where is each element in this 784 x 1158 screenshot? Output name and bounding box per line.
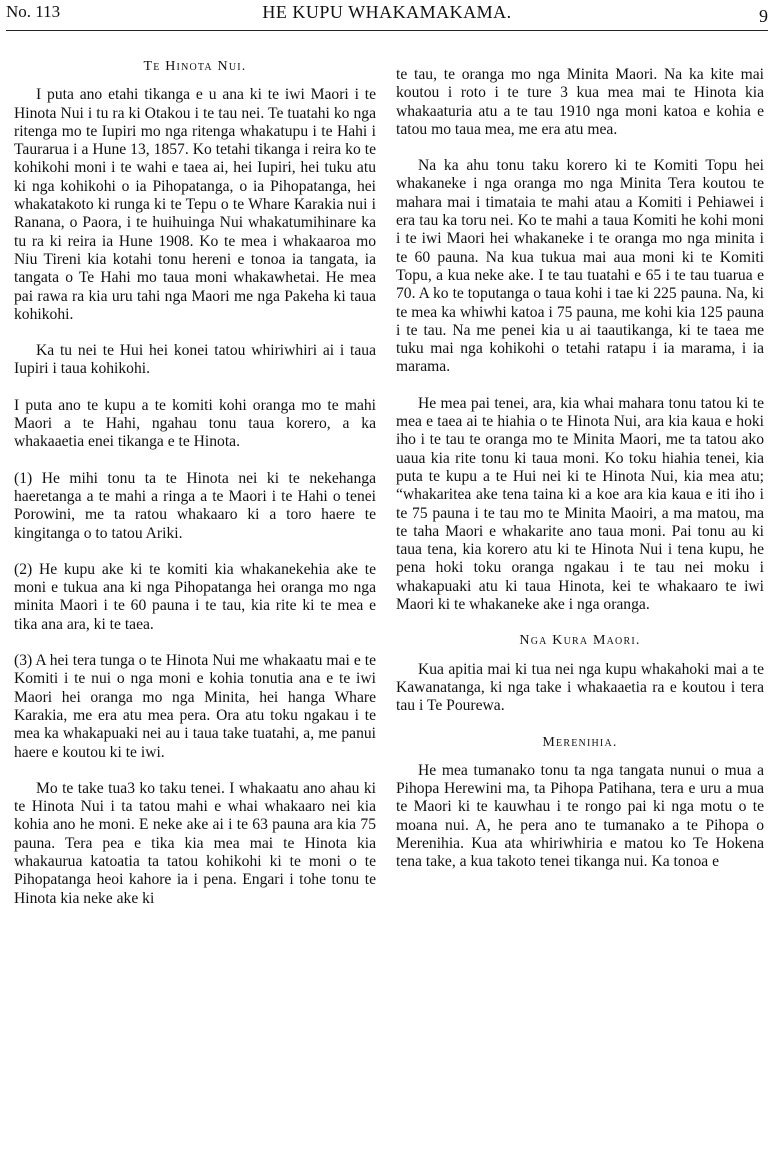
left-column [14,46,376,926]
paragraph-merenihia: He mea tumanako tonu ta nga tangata nunui o mua a Pihopa Herewini ma, ta Pihopa Patihana, tera e uru a mua te Maori ki te kauwhau i te rongo pai ki nga motu o te moana nui. A, he pera ano te tumanako a te Pihopa o Merenihia. Kua ata whiriwhiria e matou ko Te Hokena tena take, a kua takoto tenei tikanga nui. Ka tonoa e [396,761,764,871]
paragraph-item-2: (2) He kupu ake ki te komiti kia whakanekehia ake te moni e tukua ana ki nga Pihopatanga hei oranga mo nga minita Maori i te 60 pauna i te tau, kia rite ki te mea e tika ana ara, ki te taea. [14,560,376,633]
paragraph-komiti-topu: Na ka ahu tonu taku korero ki te Komiti Topu hei whakaneke i nga oranga mo nga Minita Tera koutou te mahara mai i timataia te mahi atau a Komiti i Pehiawei i era tau ka toru nei. Ko te mahi a taua Komiti he kohi moni i te iwi Maori hei whakaneke i te oranga mo nga minita i te 60 pauna. Na kua tukua mai aua moni ki te Komiti Topu, a kua neke ake. I te tau tuatahi e 65 i te tau tuarua e 70. A ko te toputanga o taua kohi i tae ki 225 pauna. Na, ki te mea ka whiwhi katoa i 75 pauna, me kohi kia 125 pauna i te tau. Na me penei kia u ai taautikanga, ki te taea me tuku mai nga kohikohi o tetahi ratapu i ia marama, i ia marama. [396,157,764,376]
paragraph-continuation: te tau, te oranga mo nga Minita Maori. Na ka kite mai koutou i roto i te ture 3 kua mea mai te Hinota kia whakaaturia atu a te tau 1910 nga moni katoa e kohia e tatou mo taua mea, me era atu mea. [396,66,764,138]
issue-number: No. 113 [6,2,61,21]
paragraph-kura: Kua apitia mai ki tua nei nga kupu whakahoki mai a te Kawanatanga, ki nga take i whakaaetia ra e koutou i tera tau i Te Pourewa. [396,660,764,715]
paragraph-hui: Ka tu nei te Hui hei konei tatou whiriwhiri ai i taua Iupiri i taua kohikohi. [14,342,376,378]
paragraph-komiti: I puta ano te kupu a te komiti kohi oranga mo te mahi Maori a te Hahi, ngahau tonu taua korero, a ka whakaaetia enei tikanga e te Hinota. [14,396,376,451]
paragraph-mea-pai: He mea pai tenei, ara, kia whai mahara tonu tatou ki te mea e taea ai te hiahia o te Hinota Nui, ara kia kaua e hoki iho i te tau te oranga mo te Minita Maori, me ta tatou ako uaua kia rite tonu ki taua moni. Ko toku hiahia tenei, kia puta te kupu a te Hui nei ki te Hinota Nui, kia mea atu; “whakaritea ake tena taina ki a koe ara kia kaua e iti iho i te 75 pauna i te tau mo te Minita Maoiri, a ma matou, ma te taha Maori e whakarite ano taua moni. Pai tonu au ki taua tena, kia korero atu ki te Hinota Nui i tena kupu, he pena hoki toku oranga ngakau i te tau nei moku i whakapuaki atu ki taua Hinota, kei te whakaaro te iwi Maori ki te whakaneke ake i nga oranga. [396,394,764,614]
page-number: 9 [759,6,768,26]
paragraph-hinota-intro: I puta ano etahi tikanga e u ana ki te iwi Maori i te Hinota Nui i tu ra ki Otakou i te tau nei. Te tuatahi ko nga ritenga mo te Iupiri mo nga ritenga whakatupu i te Hahi i Taurarua i a Hune 13, 1857. Ko tetahi tikanga i reira ko te kohikohi moni i te wahi e taea ai, hei Iupiri, hei tuku atu ki nga kohikohi o ia Pihopatanga, o ia Pihopatanga, hei whakatakoto ki runga ki te Tepu o te Whare Karakia nui i Ranana, o Paora, i te huihuinga Nui whakatumihinare ka tu ra ki reira ia Hune 1908. Ko te mea i whakaaroa mo Niu Tireni kia kotahi tonu hereni e tonoa ia tangata, ia tangata o Te Hahi mo taua moni whakawhetai. He mea pai rawa ra kia uru tahi nga Maori me nga Pakeha ki taua kohikohi. [14,86,376,323]
publication-title: HE KUPU WHAKAMAKAMA. [262,2,512,22]
paragraph-item-3: (3) A hei tera tunga o te Hinota Nui me whakaatu mai e te Komiti i te nui o nga moni e kohia tonutia ana e te iwi Maori hei oranga mo nga Minita, hei hanga Whare Karakia, me era atu mea pera. Ora atu toku ngakau i te mea ka whakapuaki nei au i taua take tuatahi, a, me panui haere e koutou ki te iwi. [14,652,376,761]
page-header [6,2,768,31]
paragraph-take-tua3: Mo te take tua3 ko taku tenei. I whakaatu ano ahau ki te Hinota Nui i ta tatou mahi e whai whakaaro nei kia kohia ano he moni. E neke ake ai i te 63 pauna ara kia 75 pauna. Tera pea e tika kia mea mai te Hinota kia whakaurua katoatia ta tatou kohikohi ki te moni o te Pihopatanga heoi kahore ia i pena. Engari i tohe tonu te Hinota kia neke ake ki [14,779,376,907]
section-heading-hinota-nui: Te Hinota Nui. [143,59,247,74]
section-heading-merenihia: Merenihia. [542,734,618,750]
right-column [396,66,764,890]
paragraph-item-1: (1) He mihi tonu ta te Hinota nei ki te nekehanga haeretanga a te mahi a ringa a te Maori i te Hahi o tenei Porowini, me ta ratou whakaaro ki a toro haere te kingitanga o to tatou Ariki. [14,469,376,542]
section-heading-kura-maori: Nga Kura Maori. [519,633,641,649]
